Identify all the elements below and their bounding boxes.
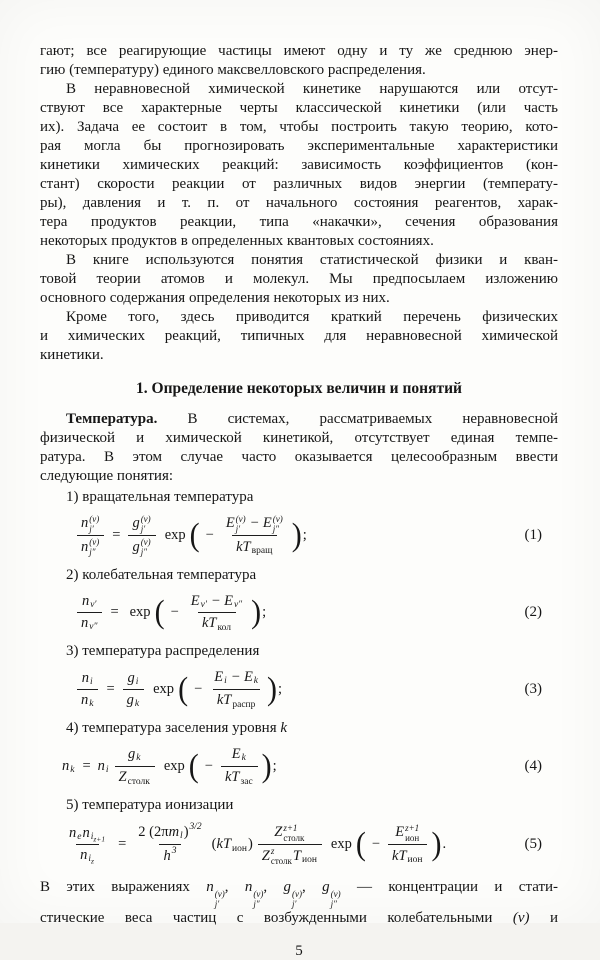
sub-i: i bbox=[135, 676, 139, 687]
right-paren: ) bbox=[183, 823, 189, 840]
text-line bbox=[40, 410, 558, 429]
equation-4-formula: n k = n i g k Z столк exp ( − E k kT зас ) ; bbox=[60, 744, 277, 789]
sub-j: j″ bbox=[272, 524, 279, 535]
text-line: В неравновесной химической кинетике нарушаются или отсут- bbox=[66, 81, 558, 97]
sub-coll: столк bbox=[283, 833, 305, 844]
var-m: m bbox=[168, 823, 180, 840]
var-E: E bbox=[225, 515, 235, 532]
var-n: n bbox=[82, 824, 90, 841]
fraction bbox=[187, 591, 247, 636]
sub-k: k bbox=[241, 753, 246, 764]
sub-ion: ион bbox=[405, 833, 420, 844]
numerator bbox=[391, 822, 424, 844]
numerator bbox=[210, 667, 263, 688]
paragraph-reactions-list bbox=[40, 308, 558, 365]
sub-k: k bbox=[253, 676, 259, 687]
kT-ion-factor bbox=[212, 835, 253, 855]
comma: , bbox=[301, 878, 323, 895]
var-n: n bbox=[244, 878, 253, 895]
supsub bbox=[271, 846, 292, 866]
var-kT: kT bbox=[392, 847, 407, 864]
var-n: n bbox=[81, 669, 90, 686]
sub-iz1 bbox=[91, 832, 105, 844]
list-item-5: 5) температура ионизации bbox=[66, 796, 234, 813]
minus-sign: − bbox=[211, 592, 221, 609]
sub-j: j″ bbox=[330, 898, 337, 909]
var-Z: Z bbox=[118, 769, 127, 785]
denominator bbox=[221, 766, 258, 789]
fraction bbox=[128, 513, 155, 558]
var-n: n bbox=[62, 757, 70, 774]
text-line: кинетики химических реакций: зависимость коэффициентов (кон- bbox=[40, 157, 558, 173]
denominator bbox=[77, 535, 104, 558]
equals-sign: = bbox=[82, 757, 91, 774]
denominator bbox=[76, 844, 99, 867]
equation-2-formula: n v′ n v″ = exp ( − E v′ − E v″ kT кол ) ; bbox=[74, 591, 266, 636]
section-heading: 1. Определение некоторых величин и понятий bbox=[136, 380, 462, 397]
numerator bbox=[124, 744, 145, 765]
sub-i: i bbox=[88, 854, 92, 865]
minus-sign: − bbox=[250, 515, 259, 532]
equation-1 bbox=[40, 513, 558, 559]
text-line: основного содержания определения некоторых из них. bbox=[40, 290, 390, 306]
paragraph-temperature-intro bbox=[40, 410, 558, 486]
fraction bbox=[210, 667, 263, 712]
sub-j: j″ bbox=[253, 898, 260, 909]
left-paren: ( bbox=[211, 836, 217, 853]
var-h: h bbox=[163, 848, 171, 865]
sub-i: i bbox=[90, 831, 94, 842]
sub-j: j′ bbox=[235, 524, 241, 535]
var-n: n bbox=[69, 824, 77, 841]
sup-v: (v) bbox=[140, 537, 151, 548]
var-k: k bbox=[280, 720, 288, 737]
text-line bbox=[40, 878, 558, 910]
var-kT: kT bbox=[216, 836, 232, 853]
sub-i: i bbox=[90, 676, 93, 687]
minus-sign: − bbox=[371, 836, 381, 853]
var-n: n bbox=[81, 593, 90, 610]
sub-v: v″ bbox=[89, 622, 98, 633]
text-line: их). Задача ее состоит в том, чтобы построить такую теорию, кото- bbox=[40, 119, 558, 135]
sub-z1: z+1 bbox=[93, 834, 106, 844]
semicolon: ; bbox=[278, 681, 283, 698]
minus-sign: − bbox=[194, 681, 203, 698]
sup-z1: z+1 bbox=[283, 823, 298, 833]
supsub bbox=[215, 890, 225, 910]
semicolon: ; bbox=[262, 604, 267, 621]
sup-z1: z+1 bbox=[405, 823, 420, 833]
text-line: стант) скорости реакции от различных видов энергии (температу- bbox=[40, 176, 558, 192]
denominator bbox=[115, 766, 155, 789]
text-line: ратура. В этом случае часто оказывается целесообразным ввести bbox=[40, 449, 558, 465]
var-g: g bbox=[127, 669, 135, 686]
numerator bbox=[270, 822, 309, 844]
sup-v: (v) bbox=[214, 888, 225, 899]
var-n: n bbox=[81, 692, 89, 709]
sup-v: (v) bbox=[235, 514, 246, 524]
equation-4 bbox=[40, 744, 558, 789]
text-run: В системах, рассматриваемых неравновесной bbox=[187, 411, 559, 427]
equation-3 bbox=[40, 667, 558, 712]
sup-z: z bbox=[270, 846, 275, 857]
var-E: E bbox=[224, 592, 233, 609]
sup-v: (v) bbox=[272, 514, 283, 524]
sup-v: (v) bbox=[291, 888, 302, 899]
list-item-2: 2) колебательная температура bbox=[66, 566, 257, 583]
var-kT: kT bbox=[224, 769, 240, 785]
list-item-4 bbox=[40, 719, 558, 738]
var-n: n bbox=[81, 538, 89, 555]
sub-k: k bbox=[136, 753, 141, 764]
denominator bbox=[258, 844, 322, 867]
text-line: ры), давления и т. п. от начального состояния реагентов, харак- bbox=[40, 195, 558, 211]
denominator bbox=[232, 535, 277, 558]
sub-v: v′ bbox=[200, 599, 207, 610]
numerator bbox=[222, 513, 288, 535]
sup-v: (v) bbox=[253, 888, 264, 899]
var-E: E bbox=[243, 669, 253, 686]
denominator bbox=[123, 689, 144, 711]
sup-v: (v) bbox=[140, 514, 151, 525]
var-g: g bbox=[127, 746, 136, 763]
var-n: n bbox=[97, 757, 105, 774]
sub-j: j′ bbox=[214, 898, 220, 909]
denominator bbox=[213, 689, 261, 712]
equation-5-formula: n e n $i_{z+1}$ n $i_z$ = 2 (2π m l ) 3/2 h 3 ( kT ион ) Z z+1 столк Z z столк T ион exp ( − E z+1 ион kT ион ) . bbox=[62, 821, 446, 869]
equation-number: (4) bbox=[524, 758, 542, 774]
var-Z: Z bbox=[261, 847, 270, 864]
numerator bbox=[128, 513, 155, 535]
equals-sign: = bbox=[106, 681, 115, 698]
text-line: товой теории атомов и молекул. Мы предпосылаем изложению bbox=[40, 271, 558, 287]
sub-iz bbox=[88, 854, 94, 866]
sup-v: (v) bbox=[330, 888, 341, 899]
sup-3: 3 bbox=[171, 846, 177, 857]
sub-i: i bbox=[224, 676, 227, 687]
sub-vib: кол bbox=[217, 622, 231, 633]
var-g: g bbox=[126, 692, 134, 709]
period: . bbox=[442, 836, 447, 853]
list-item-3: 3) температура распределения bbox=[66, 643, 260, 660]
sub-ion: ион bbox=[232, 843, 247, 854]
sub-rot: вращ bbox=[251, 546, 273, 557]
fraction bbox=[115, 744, 155, 789]
var-kT: kT bbox=[201, 615, 217, 632]
comma: , bbox=[224, 878, 245, 895]
fraction bbox=[258, 822, 322, 868]
numerator bbox=[134, 821, 206, 844]
text-run: В этих выражениях bbox=[40, 878, 207, 895]
text-run: — концентрации и стати- bbox=[340, 878, 559, 895]
comma: , bbox=[263, 878, 284, 895]
equation-number: (5) bbox=[524, 836, 542, 853]
text-line: Кроме того, здесь приводится краткий перечень физических bbox=[66, 309, 558, 325]
supsub bbox=[283, 823, 304, 843]
equation-5 bbox=[40, 821, 558, 869]
fraction bbox=[77, 668, 98, 712]
numerator bbox=[65, 823, 110, 845]
sub-j: j″ bbox=[89, 547, 96, 558]
term-temperature: Температура. bbox=[66, 411, 188, 427]
var-g: g bbox=[132, 515, 140, 532]
text-line: следующие понятия: bbox=[40, 468, 174, 484]
text-line: физической и химической кинетикой, отсутствует единая темпе- bbox=[40, 430, 558, 446]
var-E: E bbox=[395, 824, 405, 841]
supsub bbox=[331, 890, 341, 910]
sup-v: (v) bbox=[89, 537, 100, 548]
fraction bbox=[134, 821, 206, 869]
paragraph-continuation bbox=[40, 42, 558, 80]
denominator bbox=[77, 689, 98, 711]
equals-sign: = bbox=[118, 836, 127, 853]
equation-2 bbox=[40, 591, 558, 636]
denominator bbox=[198, 612, 236, 635]
sub-k: k bbox=[89, 699, 94, 710]
fraction bbox=[77, 513, 104, 558]
numerator bbox=[228, 744, 251, 765]
sub-l: l bbox=[180, 830, 183, 841]
sub-i: i bbox=[105, 764, 109, 775]
sub-coll: столк bbox=[127, 776, 150, 787]
supsub bbox=[253, 890, 263, 910]
semicolon: ; bbox=[302, 527, 307, 544]
var-E: E bbox=[190, 592, 200, 609]
exp-operator: exp bbox=[330, 836, 352, 853]
var-n: n bbox=[81, 615, 89, 632]
sub-k: k bbox=[134, 699, 140, 710]
sub-ion: ион bbox=[302, 855, 317, 866]
fraction bbox=[77, 591, 102, 635]
sub-coll: столк bbox=[270, 856, 292, 867]
numerator bbox=[78, 668, 98, 689]
text-line: некоторых продуктов в определенных квантовых состояниях. bbox=[40, 233, 434, 249]
sub-z: z bbox=[91, 856, 94, 866]
factor bbox=[98, 757, 110, 776]
exp-operator: exp bbox=[163, 757, 185, 774]
text-run: стические веса частиц с возбужденными колебательными bbox=[40, 910, 513, 927]
var-n: n bbox=[206, 878, 214, 895]
minus-sign: − bbox=[205, 527, 214, 544]
var-kT: kT bbox=[236, 538, 251, 555]
const-2pi: 2 (2π bbox=[138, 823, 169, 840]
supsub bbox=[273, 514, 283, 534]
sub-distr: распр bbox=[232, 699, 256, 710]
fraction bbox=[221, 744, 258, 789]
numerator bbox=[187, 591, 247, 612]
text-line bbox=[40, 909, 558, 928]
equation-number: (3) bbox=[524, 681, 542, 698]
minus-sign: − bbox=[170, 604, 179, 621]
var-T: T bbox=[292, 847, 301, 864]
denominator bbox=[159, 844, 181, 868]
sup-v: (v) bbox=[89, 514, 100, 525]
var-n: n bbox=[80, 847, 88, 864]
sub-k: k bbox=[70, 764, 75, 775]
denominator bbox=[128, 535, 155, 558]
denominator bbox=[388, 844, 427, 867]
supsub bbox=[141, 514, 151, 534]
numerator bbox=[78, 591, 102, 612]
equation-number: (1) bbox=[524, 527, 542, 544]
var-Z: Z bbox=[274, 824, 283, 841]
sub-j: j′ bbox=[89, 524, 94, 535]
text-line: рая могла бы прогнозировать экспериментальные характеристики bbox=[40, 138, 558, 154]
exp-operator: exp bbox=[129, 604, 151, 621]
equation-3-formula: n i n k = g i g k exp ( − E i − E k kT распр ) ; bbox=[74, 667, 282, 712]
sub-ion: ион bbox=[407, 855, 423, 866]
sub-j: j′ bbox=[140, 524, 146, 535]
sub-v: v′ bbox=[90, 600, 97, 611]
text-run: и bbox=[529, 910, 558, 927]
equals-sign: = bbox=[110, 604, 119, 621]
text-line: В книге используются понятия статистической физики и кван- bbox=[66, 252, 558, 268]
text-line: гают; все реагирующие частицы имеют одну и ту же среднюю энер- bbox=[40, 43, 558, 59]
var-E: E bbox=[262, 515, 272, 532]
supsub bbox=[292, 890, 302, 910]
supsub bbox=[89, 514, 99, 534]
sub-v: v″ bbox=[233, 599, 243, 610]
var-g: g bbox=[283, 878, 291, 895]
numerator bbox=[123, 668, 143, 689]
fraction bbox=[388, 822, 427, 868]
sub-j: j′ bbox=[291, 898, 297, 909]
var-g: g bbox=[322, 878, 330, 895]
exp-operator: exp bbox=[164, 527, 186, 544]
var-v: (v) bbox=[512, 910, 530, 927]
equals-sign: = bbox=[112, 527, 121, 544]
text-line: кинетики. bbox=[40, 347, 104, 363]
fraction bbox=[65, 823, 110, 867]
minus-sign: − bbox=[204, 757, 213, 774]
text-line: и химических реакций, типичных для неравновесной химической bbox=[40, 328, 558, 344]
lhs bbox=[62, 757, 75, 776]
supsub bbox=[141, 537, 151, 557]
paragraph-kinetics-task bbox=[40, 80, 558, 251]
text-line: гию (температуру) единого максвелловского распределения. bbox=[40, 62, 426, 78]
text-run: 4) температура заселения уровня bbox=[66, 720, 281, 737]
sub-j: j″ bbox=[140, 547, 147, 558]
numerator bbox=[77, 513, 104, 535]
var-g: g bbox=[132, 538, 140, 555]
equation-number: (2) bbox=[524, 604, 542, 621]
fraction bbox=[222, 513, 288, 559]
supsub bbox=[405, 823, 419, 843]
exp-operator: exp bbox=[153, 681, 175, 698]
sub-pop: зас bbox=[240, 776, 253, 787]
page-number: 5 bbox=[295, 943, 303, 960]
sup-3-2: 3/2 bbox=[189, 821, 202, 832]
var-E: E bbox=[214, 669, 224, 686]
var-E: E bbox=[231, 746, 241, 763]
semicolon: ; bbox=[272, 757, 277, 774]
equation-1-formula: n (v) j′ n (v) j″ = g (v) j′ g (v) j″ exp ( − E (v) j′ − E (v) j″ kT вращ ) ; bbox=[74, 513, 307, 559]
supsub bbox=[236, 514, 246, 534]
paragraph-book-concepts bbox=[40, 251, 558, 308]
minus-sign: − bbox=[231, 669, 240, 686]
supsub bbox=[89, 537, 99, 557]
sub-e: e bbox=[77, 831, 82, 842]
paragraph-final bbox=[40, 878, 558, 929]
text-line: тера продуктов реакции, типа «накачки», сечения образования bbox=[40, 214, 558, 230]
denominator bbox=[77, 612, 102, 634]
var-n: n bbox=[81, 515, 89, 532]
text-line: ствуют все характерные черты классической кинетики (или часть bbox=[40, 100, 558, 116]
right-paren: ) bbox=[247, 836, 253, 853]
var-kT: kT bbox=[216, 692, 232, 709]
fraction bbox=[123, 668, 144, 712]
list-item-1: 1) вращательная температура bbox=[66, 489, 254, 505]
